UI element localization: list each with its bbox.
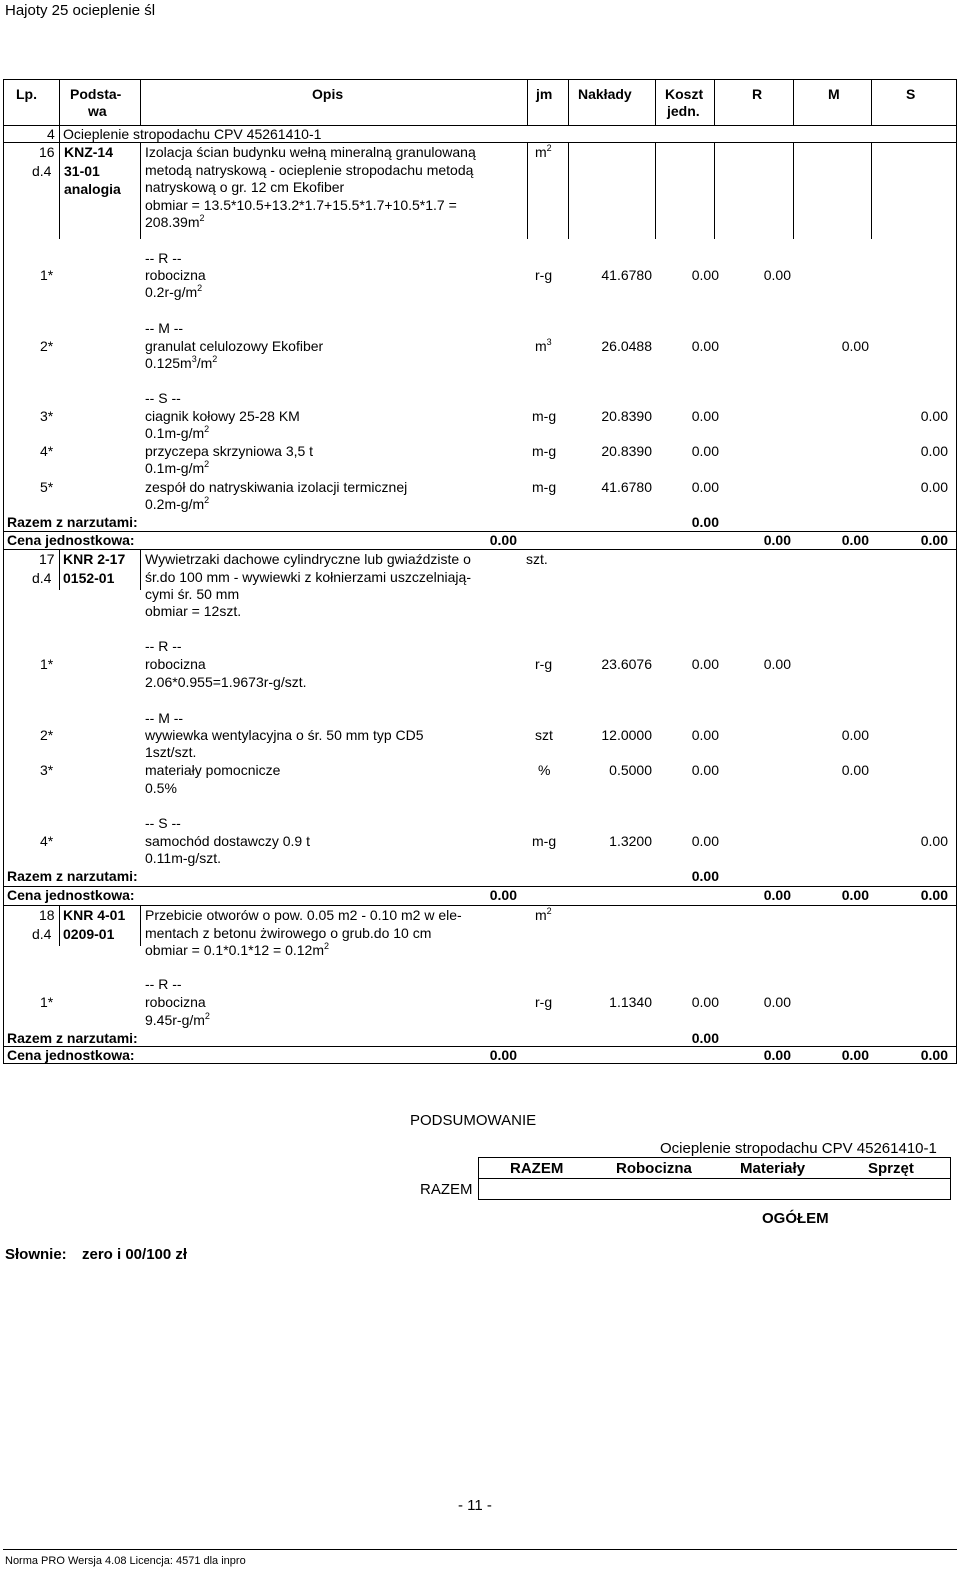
col-line-m [871,79,872,126]
summary-row-razem: RAZEM [420,1181,473,1198]
item-17-m3-norm: 0.5% [145,780,177,796]
item-16-s3-koszt: 0.00 [691,408,719,424]
item-17-m-head: -- M -- [145,710,184,726]
header-podstawa-2: wa [88,103,107,119]
item-16-col-line-1 [59,143,60,239]
item-17-r1-unit: r-g [535,656,553,672]
item-16-m2-value: 0.00 [841,338,869,354]
item-16-s4-number: 4* [40,443,54,459]
section-bottom-border [3,142,957,143]
col-line-naklady [655,79,656,126]
item-18-r1-name: robocizna [145,994,206,1010]
item-16-s4-name: przyczepa skrzyniowa 3,5 t [145,443,314,459]
col-line-koszt [714,79,715,126]
section-number: 4 [47,126,55,142]
summary-col-robocizna: Robocizna [616,1160,692,1177]
item-17-desc-1: Wywietrzaki dachowe cylindryczne lub gwiaździste o [145,551,471,567]
item-16-col-line-3 [527,143,528,239]
item-17-m3-value: 0.00 [841,762,869,778]
col-line-lp [59,79,60,126]
item-18-r1-koszt: 0.00 [691,994,719,1010]
item-17-cena-label: Cena jednostkowa: [7,887,135,903]
item-16-desc-4: obmiar = 13.5*10.5+13.2*1.7+15.5*1.7+10.5*1.7 = [145,197,457,213]
item-17-s4-koszt: 0.00 [691,833,719,849]
item-17-razem-border [3,886,957,887]
item-17-cena-s: 0.00 [920,887,948,903]
item-18-r1-number: 1* [40,994,54,1010]
item-16-r1-koszt: 0.00 [691,267,719,283]
sup-2: 2 [546,906,552,916]
col-line-r [793,79,794,126]
item-18-desc-3-text: obmiar = 0.1*0.1*12 = 0.12m [145,942,325,958]
item-16-desc-2: metodą natryskową - ocieplenie stropodachu metodą [145,162,474,178]
item-16-code-2: 31-01 [64,163,100,179]
item-17-s4-qty: 1.3200 [609,833,652,849]
item-16-s5-norm-text: 0.2m-g/m [145,496,205,512]
item-16-s4-unit: m-g [532,443,557,459]
header-podstawa-1: Podsta- [70,86,122,102]
item-18-razem-value: 0.00 [691,1030,719,1046]
item-18-bottom-border [3,1063,957,1064]
item-16-m2-name: granulat celulozowy Ekofiber [145,338,324,354]
item-17-r1-koszt: 0.00 [691,656,719,672]
item-18-col-line-1 [59,906,60,946]
item-16-cena-m: 0.00 [841,532,869,548]
item-17-m2-value: 0.00 [841,727,869,743]
item-16-bottom-border [3,549,957,550]
summary-right-border [950,1157,951,1200]
item-16-s3-name: ciagnik kołowy 25-28 KM [145,408,300,424]
header-m: M [828,86,840,102]
item-16-m2-norm-part-2: /m [196,355,213,371]
item-16-s5-value: 0.00 [920,479,948,495]
item-16-jm [535,144,552,161]
item-17-r1-qty: 23.6076 [601,656,652,672]
summary-col-sprzet: Sprzęt [868,1160,914,1177]
document-title: Hajoty 25 ocieplenie śl [5,2,156,19]
item-16-r-head: -- R -- [145,250,182,266]
item-18-r1-unit: r-g [535,994,553,1010]
sup-2: 2 [324,941,330,951]
item-17-cena-r: 0.00 [763,887,791,903]
item-17-m2-number: 2* [40,727,54,743]
item-17-m3-unit: % [538,762,551,778]
item-16-s-head: -- S -- [145,390,181,406]
item-18-jm [535,907,552,924]
item-17-m2-name: wywiewka wentylacyjna o śr. 50 mm typ CD5 [145,727,424,743]
item-18-cena-m: 0.00 [841,1047,869,1063]
sup-2: 2 [204,459,210,469]
sup-2: 2 [546,143,552,153]
header-jm: jm [536,86,553,102]
item-18-cena-value: 0.00 [489,1047,517,1063]
sup-2: 2 [204,424,210,434]
item-16-desc-1: Izolacja ścian budynku wełną mineralną granulowaną [145,144,476,160]
item-17-r1-name: robocizna [145,656,206,672]
col-line-opis [527,79,528,126]
item-17-code-2: 0152-01 [63,570,115,586]
item-16-cena-s: 0.00 [920,532,948,548]
item-17-s4-name: samochód dostawczy 0.9 t [145,833,310,849]
item-17-col-line-1 [59,550,60,590]
item-17-m2-qty: 12.0000 [601,727,652,743]
item-16-desc-3: natryskową o gr. 12 cm Ekofiber [145,179,345,195]
item-16-s3-norm [145,425,209,442]
item-16-m2-unit [535,338,552,355]
header-opis: Opis [312,86,344,102]
item-17-m3-name: materiały pomocnicze [145,762,281,778]
item-18-col-line-2 [140,906,141,946]
item-17-s4-unit: m-g [532,833,557,849]
item-18-number: 18 [39,907,55,923]
item-16-code-1: KNZ-14 [64,144,114,160]
item-16-d: d.4 [32,163,52,179]
item-17-desc-4: obmiar = 12szt. [145,603,242,619]
item-17-r1-norm: 2.06*0.955=1.9673r-g/szt. [145,674,307,690]
item-18-razem-label: Razem z narzutami: [7,1030,138,1046]
item-16-s5-norm [145,496,209,513]
item-16-cena-r: 0.00 [763,532,791,548]
summary-ogolem: OGÓŁEM [762,1210,829,1227]
footer-divider [3,1549,957,1550]
item-17-m3-qty: 0.5000 [609,762,652,778]
summary-left-border [478,1157,479,1200]
sup-2: 2 [204,495,210,505]
item-17-razem-label: Razem z narzutami: [7,868,138,884]
item-17-m2-norm: 1szt/szt. [145,744,197,760]
footer-text: Norma PRO Wersja 4.08 Licencja: 4571 dla inpro [5,1555,246,1567]
item-17-code-1: KNR 2-17 [63,551,126,567]
item-16-s4-norm [145,460,209,477]
item-16-m2-qty: 26.0488 [601,338,652,354]
item-16-s4-value: 0.00 [920,443,948,459]
item-17-s4-value: 0.00 [920,833,948,849]
item-18-d: d.4 [32,926,52,942]
header-s: S [906,86,916,102]
item-17-bottom-border [3,905,957,906]
item-18-cena-r: 0.00 [763,1047,791,1063]
item-18-cena-label: Cena jednostkowa: [7,1047,135,1063]
header-lp: Lp. [16,86,37,102]
summary-bottom-border [478,1199,951,1200]
item-18-razem-border [3,1046,957,1047]
item-16-m2-unit-text: m [535,338,547,354]
item-16-r1-norm [145,284,202,301]
item-18-desc-3 [145,942,329,959]
item-17-r1-number: 1* [40,656,54,672]
header-r: R [752,86,763,102]
item-17-col-line-2 [140,550,141,590]
item-16-razem-label: Razem z narzutami: [7,514,138,530]
item-16-r1-value: 0.00 [763,267,791,283]
item-18-code-1: KNR 4-01 [63,907,126,923]
item-16-r1-name: robocizna [145,267,206,283]
item-16-r1-unit: r-g [535,267,553,283]
summary-top-border [478,1157,951,1158]
item-16-m2-norm [145,355,217,372]
sup-2: 2 [212,354,218,364]
item-16-col-line-5 [655,143,656,239]
summary-col-razem: RAZEM [510,1160,564,1177]
item-17-d: d.4 [32,570,52,586]
item-16-col-line-4 [568,143,569,239]
col-line-jm [568,79,569,126]
item-16-col-line-2 [140,143,141,239]
summary-col-materialy: Materiały [740,1160,806,1177]
item-16-col-line-8 [871,143,872,239]
page-number: - 11 - [458,1497,492,1514]
sup-3: 3 [546,337,552,347]
item-16-s3-number: 3* [40,408,54,424]
item-16-s3-qty: 20.8390 [601,408,652,424]
header-naklady: Nakłady [578,86,632,102]
item-17-desc-2: śr.do 100 mm - wywiewki z kołnierzami uszczelniają- [145,569,471,585]
section-title: Ocieplenie stropodachu CPV 45261410-1 [63,126,322,142]
item-16-col-line-7 [793,143,794,239]
summary-title: PODSUMOWANIE [410,1112,537,1129]
item-16-s5-koszt: 0.00 [691,479,719,495]
item-16-s3-unit: m-g [532,408,557,424]
item-16-cena-value: 0.00 [489,532,517,548]
item-16-col-line-6 [714,143,715,239]
item-17-desc-3: cymi śr. 50 mm [145,586,240,602]
item-16-r1-norm-text: 0.2r-g/m [145,284,198,300]
item-16-s5-unit: m-g [532,479,557,495]
item-16-s5-number: 5* [40,479,54,495]
slownie-value: zero i 00/100 zł [82,1246,188,1263]
item-16-s4-norm-text: 0.1m-g/m [145,460,205,476]
item-16-razem-value: 0.00 [691,514,719,530]
item-17-m3-koszt: 0.00 [691,762,719,778]
item-16-razem-border [3,531,957,532]
sup-3: 3 [191,354,197,364]
item-18-desc-2: mentach z betonu żwirowego o grub.do 10 cm [145,925,432,941]
item-17-r1-value: 0.00 [763,656,791,672]
col-line-podstawa [140,79,141,126]
item-17-number: 17 [39,551,55,567]
item-17-m3-number: 3* [40,762,54,778]
item-16-s5-qty: 41.6780 [601,479,652,495]
item-17-m2-koszt: 0.00 [691,727,719,743]
item-16-m2-koszt: 0.00 [691,338,719,354]
item-17-cena-value: 0.00 [489,887,517,903]
sup-2: 2 [204,1011,210,1021]
item-16-code-3: analogia [64,181,121,197]
item-16-s4-qty: 20.8390 [601,443,652,459]
item-16-number: 16 [39,144,55,160]
item-16-s5-name: zespół do natryskiwania izolacji termicznej [145,479,408,495]
item-16-cena-label: Cena jednostkowa: [7,532,135,548]
item-16-r1-qty: 41.6780 [601,267,652,283]
item-18-desc-1: Przebicie otworów o pow. 0.05 m2 - 0.10 m2 w ele- [145,907,462,923]
item-17-m2-unit: szt [535,727,553,743]
item-16-desc-5 [145,214,205,231]
item-18-r-head: -- R -- [145,976,182,992]
item-18-r1-norm [145,1012,210,1029]
item-18-cena-s: 0.00 [920,1047,948,1063]
summary-subtitle: Ocieplenie stropodachu CPV 45261410-1 [660,1140,937,1157]
item-18-r1-value: 0.00 [763,994,791,1010]
item-17-cena-m: 0.00 [841,887,869,903]
section-divider [59,125,60,142]
item-16-jm-text: m [535,144,547,160]
item-17-razem-value: 0.00 [691,868,719,884]
item-17-s-head: -- S -- [145,815,181,831]
item-18-code-2: 0209-01 [63,926,115,942]
item-16-s4-koszt: 0.00 [691,443,719,459]
item-16-m-head: -- M -- [145,320,184,336]
table-left-border [3,79,4,1064]
item-18-r1-norm-text: 9.45r-g/m [145,1012,205,1028]
header-koszt-2: jedn. [667,103,700,119]
header-koszt-1: Koszt [665,86,704,102]
item-16-s3-value: 0.00 [920,408,948,424]
summary-header-border [478,1178,951,1179]
item-17-s4-norm: 0.11m-g/szt. [145,850,221,866]
item-16-m2-number: 2* [40,338,54,354]
item-16-m2-norm-part-1: 0.125m [145,355,192,371]
item-17-jm: szt. [526,551,548,567]
sup-2: 2 [199,213,205,223]
sup-2: 2 [197,283,203,293]
item-16-s3-norm-text: 0.1m-g/m [145,425,205,441]
table-top-border [3,79,957,80]
slownie-label: Słownie: [5,1246,67,1263]
item-18-r1-qty: 1.1340 [609,994,652,1010]
item-18-jm-text: m [535,907,547,923]
item-16-desc-5-text: 208.39m [145,214,200,230]
item-17-r-head: -- R -- [145,638,182,654]
item-17-s4-number: 4* [40,833,54,849]
item-16-r1-number: 1* [40,267,54,283]
table-right-border [956,79,957,1064]
